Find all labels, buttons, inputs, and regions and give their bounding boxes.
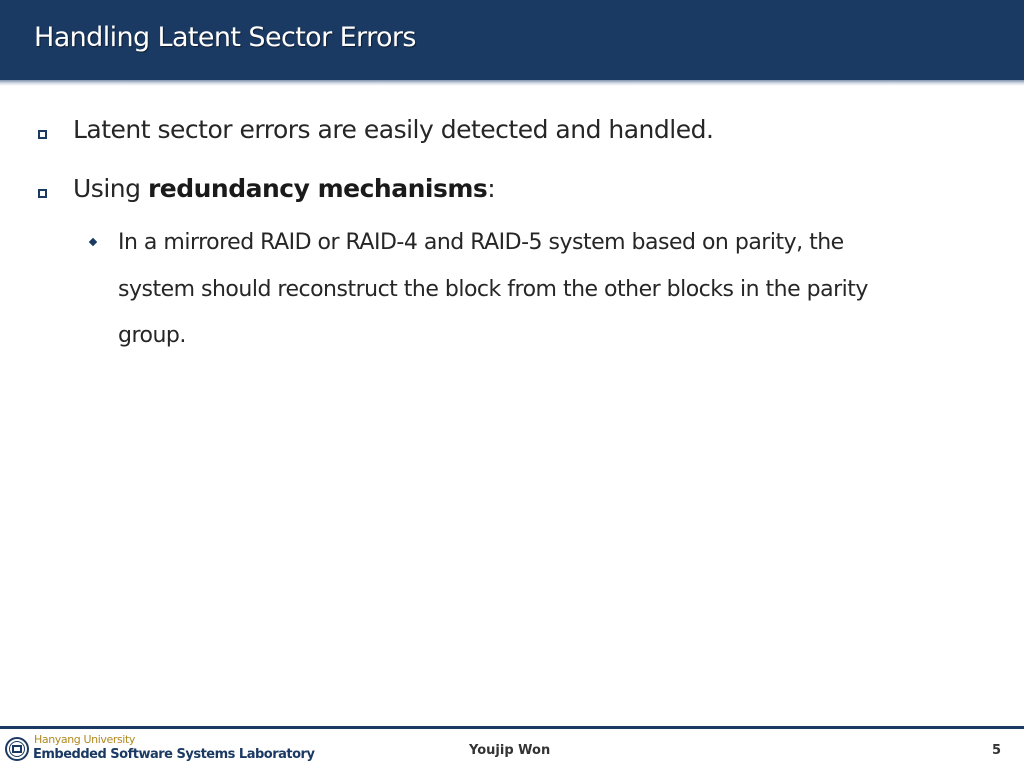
university-name: Hanyang University — [34, 733, 135, 746]
bullet-text-2-prefix: Using — [73, 174, 148, 203]
square-bullet-icon — [38, 130, 47, 139]
title-bar-shadow — [0, 80, 1024, 86]
author-name: Youjip Won — [469, 743, 551, 758]
slide-title: Handling Latent Sector Errors — [34, 22, 416, 53]
sub-bullet-line-1: In a mirrored RAID or RAID-4 and RAID-5 system based on parity, the — [118, 230, 844, 255]
diamond-bullet-icon — [89, 238, 97, 246]
university-emblem-icon — [5, 735, 29, 763]
bullet-text-2 — [73, 174, 495, 203]
page-number: 5 — [992, 743, 1002, 758]
lab-name: Embedded Software Systems Laboratory — [33, 747, 315, 762]
title-bar — [0, 0, 1024, 80]
bullet-text-2-suffix: : — [487, 174, 496, 203]
bullet-text-2-bold: redundancy mechanisms — [147, 174, 488, 203]
sub-bullet-line-3: group. — [118, 323, 186, 348]
square-bullet-icon — [38, 189, 47, 198]
bullet-text-1: Latent sector errors are easily detected and handled. — [73, 115, 714, 144]
sub-bullet-line-2: system should reconstruct the block from the other blocks in the parity — [118, 277, 868, 302]
